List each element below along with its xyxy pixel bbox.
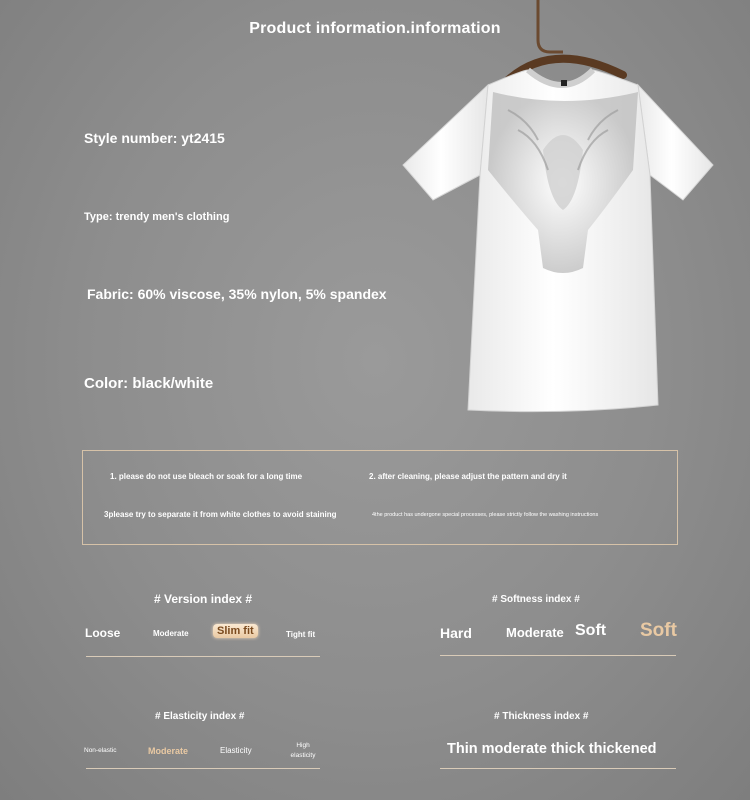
version-option-loose: Loose [85,626,121,640]
thickness-index-line [440,768,676,769]
softness-index-line [440,655,676,656]
clothing-type: Type: trendy men's clothing [84,211,230,223]
care-instruction-3: 3please try to separate it from white clothes to avoid staining [104,510,337,519]
style-number: Style number: yt2415 [84,130,225,146]
softness-option-moderate: Moderate [506,625,564,640]
thickness-index-title: # Thickness index # [494,711,589,722]
version-option-moderate: Moderate [153,629,189,638]
color-options: Color: black/white [84,375,214,392]
product-tshirt-image [388,0,718,420]
care-instruction-4: 4the product has undergone special processes, please strictly follow the washing instructions [372,512,599,518]
softness-option-hard: Hard [440,625,472,641]
version-option-slim-fit-selected: Slim fit [213,624,258,638]
elasticity-index-title: # Elasticity index # [155,711,245,722]
elasticity-option-high-elasticity: High elasticity [290,742,316,759]
elasticity-option-non-elastic: Non-elastic [84,747,117,754]
care-instructions-box [82,450,678,545]
softness-option-soft: Soft [575,622,607,639]
care-instruction-2: 2. after cleaning, please adjust the pattern and dry it [369,472,567,481]
care-instruction-1: 1. please do not use bleach or soak for a long time [110,472,303,481]
version-index-title: # Version index # [154,592,253,606]
softness-option-soft-selected: Soft [640,620,677,641]
elasticity-option-elasticity: Elasticity [220,746,252,755]
elasticity-index-line [86,768,320,769]
fabric-composition: Fabric: 60% viscose, 35% nylon, 5% spandex [87,286,387,302]
thickness-options: Thin moderate thick thickened [447,741,657,757]
page-title: Product information.information [249,20,501,37]
version-index-line [86,656,320,657]
elasticity-option-moderate-selected: Moderate [148,746,189,756]
softness-index-title: # Softness index # [492,594,580,605]
version-option-tight-fit: Tight fit [286,630,316,639]
